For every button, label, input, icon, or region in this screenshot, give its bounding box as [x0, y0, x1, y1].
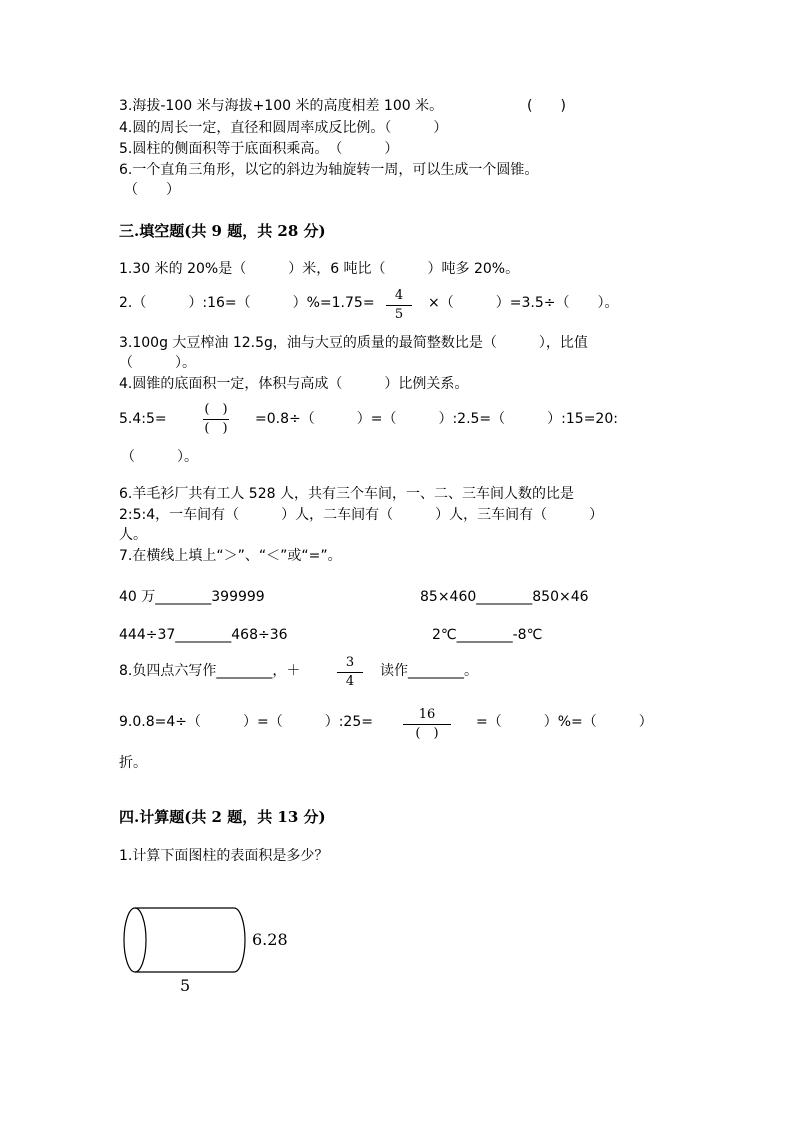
fill-q3-line2: （ ）。	[119, 355, 196, 371]
fill-q9-fraction	[399, 707, 455, 742]
fill-q5-fraction	[199, 402, 233, 437]
fill-q7-row2-right: 2℃________-8℃	[432, 627, 543, 643]
fill-q9-fraction-bar	[403, 724, 451, 725]
fill-q8-fraction	[333, 655, 367, 690]
fill-q8-fraction-denominator: 4	[345, 674, 355, 689]
fill-q8-part2: 读作________。	[380, 663, 478, 679]
section3-title: 三.填空题(共 9 题，共 28 分)	[119, 222, 326, 240]
fill-q8-fraction-numerator: 3	[345, 655, 355, 670]
calc-q1: 1.计算下面图柱的表面积是多少？	[119, 848, 329, 864]
fill-q9-fraction-denominator: ( )	[415, 726, 439, 741]
fill-q5-fraction-numerator: ( )	[204, 402, 228, 417]
fill-q4: 4.圆锥的底面积一定，体积与高成（ ）比例关系。	[119, 376, 469, 392]
fill-q2-fraction	[382, 288, 416, 323]
cylinder-length-label: 5	[180, 976, 191, 995]
fill-q5-fraction-bar	[203, 419, 229, 420]
fill-q7-row1-left: 40 万________399999	[119, 589, 265, 605]
cylinder-right-arc	[234, 908, 245, 972]
fill-q5-part3: （ ）。	[121, 449, 198, 465]
judgement-q5: 5.圆柱的侧面积等于底面积乘高。 （ ）	[119, 141, 399, 157]
fill-q2-part1: 2.（ ）:16=（ ）%=1.75=	[119, 295, 375, 311]
fill-q8-part1: 8.负四点六写作________，＋	[119, 663, 301, 679]
fill-q2-fraction-bar	[386, 305, 412, 306]
judgement-q3: 3.海拔-100 米与海拔+100 米的高度相差 100 米。	[119, 98, 444, 114]
fill-q9-part2: =（ ）%=（ ）	[476, 714, 653, 730]
fill-q9-part1: 9.0.8=4÷（ ）=（ ）:25=	[119, 714, 373, 730]
cylinder-left-base	[124, 908, 146, 972]
fill-q2-fraction-denominator: 5	[394, 307, 404, 322]
fill-q5-part2: =0.8÷（ ）=（ ）:2.5=（ ）:15=20:	[255, 411, 618, 427]
fill-q6-line2: 2:5:4，一车间有（ ）人，二车间有（ ）人，三车间有（ ）	[119, 507, 604, 523]
judgement-q6-answer-blank[interactable]: （ ）	[124, 182, 180, 198]
cylinder-figure	[118, 900, 258, 980]
fill-q7-row1-right: 85×460________850×46	[420, 589, 589, 605]
fill-q5-part1: 5.4:5=	[119, 411, 167, 427]
fill-q2-part2: ×（ ）=3.5÷（ ）。	[428, 295, 619, 311]
judgement-q3-answer-blank[interactable]: ( )	[527, 98, 566, 114]
judgement-q4: 4.圆的周长一定，直径和圆周率成反比例。（ ）	[119, 120, 448, 136]
fill-q6-line3: 人。	[119, 527, 147, 543]
fill-q2-fraction-numerator: 4	[394, 288, 404, 303]
fill-q9-fraction-numerator: 16	[418, 707, 436, 722]
fill-q7-row2-left: 444÷37________468÷36	[119, 627, 288, 643]
judgement-q6: 6.一个直角三角形，以它的斜边为轴旋转一周，可以生成一个圆锥。	[119, 162, 539, 178]
section4-title: 四.计算题(共 2 题，共 13 分)	[119, 808, 326, 826]
fill-q3-line1: 3.100g 大豆榨油 12.5g，油与大豆的质量的最简整数比是（ ），比值	[119, 335, 588, 351]
fill-q5-fraction-denominator: ( )	[204, 421, 228, 436]
fill-q8-fraction-bar	[337, 672, 363, 673]
cylinder-height-label: 6.28	[252, 930, 288, 949]
fill-q1: 1.30 米的 20%是（ ）米，6 吨比（ ）吨多 20%。	[119, 261, 520, 277]
fill-q7: 7.在横线上填上“＞”、“＜”或“=”。	[119, 548, 342, 564]
fill-q9-part3: 折。	[119, 755, 147, 771]
fill-q6-line1: 6.羊毛衫厂共有工人 528 人，共有三个车间，一、二、三车间人数的比是	[119, 486, 574, 502]
